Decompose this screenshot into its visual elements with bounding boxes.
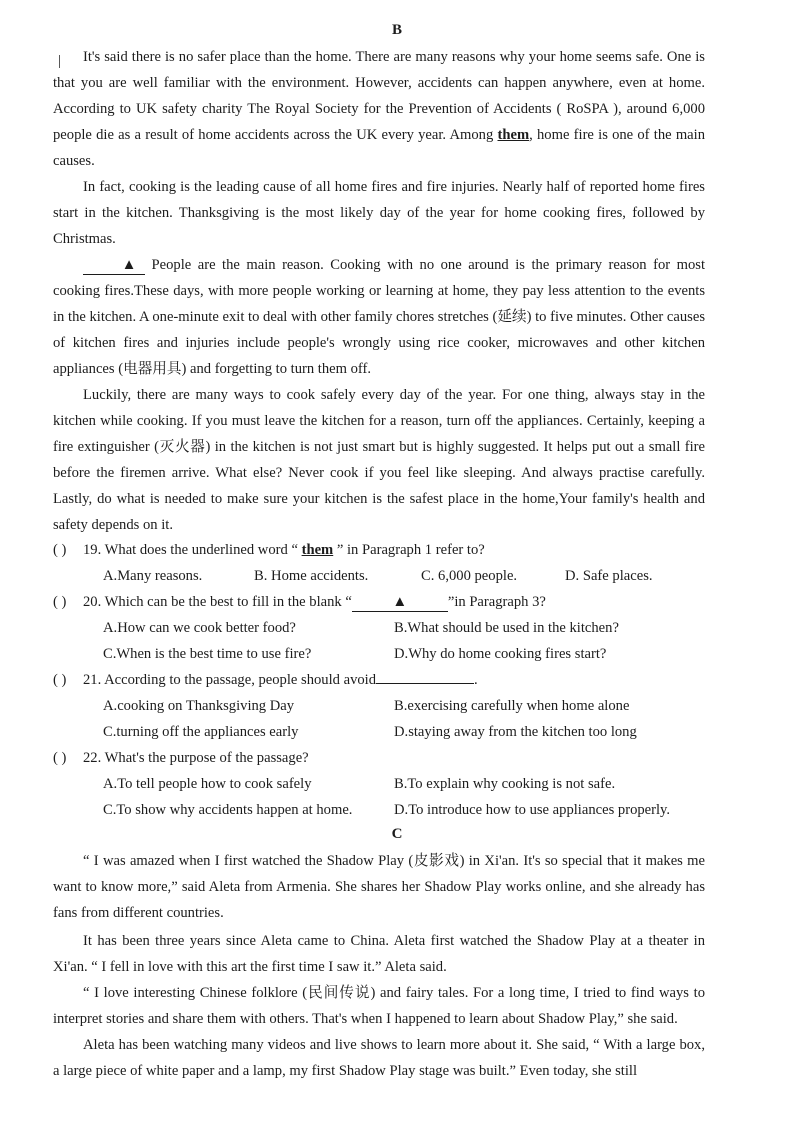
underlined-word-them: them bbox=[497, 127, 530, 143]
section-c-title: C bbox=[391, 826, 403, 842]
question-21-option-c[interactable]: C.turning off the appliances early bbox=[103, 724, 299, 740]
question-20-option-c[interactable]: C.When is the best time to use fire? bbox=[103, 646, 312, 662]
section-c-paragraph-1: “ I was amazed when I first watched the Shadow Play (皮影戏) in Xi'an. It's so special that it makes me want to know more,” said Aleta from Armenia. She shares her Shadow Play works online, and she already has fans from different countries. bbox=[53, 853, 705, 921]
question-20-option-b[interactable]: B.What should be used in the kitchen? bbox=[394, 620, 619, 636]
paragraph-blank bbox=[83, 256, 145, 275]
question-22-option-a[interactable]: A.To tell people how to cook safely bbox=[103, 776, 312, 792]
section-c-paragraph-4: Aleta has been watching many videos and live shows to learn more about it. She said, “ With a large box, a large piece of white paper and a lamp, my first Shadow Play stage was built.” Even today, she still bbox=[53, 1037, 705, 1079]
answer-paren[interactable]: ( ) bbox=[53, 672, 67, 688]
section-b-paragraph-1: It's said there is no safer place than the home. There are many reasons why your home seems safe. One is that you are well familiar with the environment. However, accidents can happen anywhere, even at home. According to UK safety charity The Royal Society for the Prevention of Accidents ( RoSPA ), around 6,000 people die as a result of home accidents across the UK every year. Among them, home fire is one of the main causes. bbox=[53, 49, 705, 169]
section-b-paragraph-4: Luckily, there are many ways to cook safely every day of the year. For one thing, always stay in the kitchen while cooking. If you must leave the kitchen for a reason, turn off the appliances. Certainly, keeping a fire extinguisher (灭火器) in the kitchen is not just smart but is highly suggested. It helps put out a small fire before the firemen arrive. What else? Never cook if you feel like sleeping. And always practise carefully. Lastly, do what is needed to make sure your kitchen is the safest place in the home,Your family's health and safety depends on it. bbox=[53, 387, 705, 533]
question-22-option-c[interactable]: C.To show why accidents happen at home. bbox=[103, 802, 353, 818]
question-19-stem: ( ) 19. What does the underlined word “ them ” in Paragraph 1 refer to? bbox=[53, 537, 485, 563]
question-21-option-a[interactable]: A.cooking on Thanksgiving Day bbox=[103, 698, 295, 714]
question-21-option-b[interactable]: B.exercising carefully when home alone bbox=[394, 698, 630, 714]
section-b-paragraph-2: In fact, cooking is the leading cause of all home fires and fire injuries. Nearly half of reported home fires start in the kitchen. Thanksgiving is the most likely day of the year for home cooking fires, followed by Christmas. bbox=[53, 179, 705, 247]
question-21-option-d[interactable]: D.staying away from the kitchen too long bbox=[394, 724, 637, 740]
triangle-icon: ▲ bbox=[392, 594, 408, 610]
triangle-icon: ▲ bbox=[121, 257, 137, 273]
question-20-stem: ( ) 20. Which can be the best to fill in the blank “ ▲ ”in Paragraph 3? bbox=[53, 589, 546, 615]
section-c-paragraph-2: It has been three years since Aleta came to China. Aleta first watched the Shadow Play at a theater in Xi'an. “ I fell in love with this art the first time I saw it.” Aleta said. bbox=[53, 933, 705, 975]
section-b-title: B bbox=[391, 22, 402, 38]
margin-mark: | bbox=[58, 53, 62, 69]
question-22-stem: ( ) 22. What's the purpose of the passage? bbox=[53, 745, 309, 771]
answer-paren[interactable]: ( ) bbox=[53, 542, 67, 558]
section-b-paragraph-3: ▲ People are the main reason. Cooking with no one around is the primary reason for most cooking fires.These days, with more people working or learning at home, they pay less attention to the events in the kitchen. A one-minute exit to deal with other family chores stretches (延续) to five minutes. Other causes of kitchen fires and injuries include people's wrongly using rice cooker, microwaves and other kitchen appliances (电器用具) and forgetting to turn them off. bbox=[53, 257, 705, 377]
question-19-option-d[interactable]: D. Safe places. bbox=[565, 568, 653, 584]
question-22-option-b[interactable]: B.To explain why cooking is not safe. bbox=[394, 776, 616, 792]
answer-blank[interactable] bbox=[376, 683, 474, 684]
section-c-paragraph-3: “ I love interesting Chinese folklore (民间传说) and fairy tales. For a long time, I tried to find ways to interpret stories and share them with others. That's when I happened to learn about Shadow Play,” she said. bbox=[53, 985, 705, 1027]
question-19-option-a[interactable]: A.Many reasons. bbox=[103, 568, 203, 584]
question-19-option-b[interactable]: B. Home accidents. bbox=[254, 568, 369, 584]
question-blank bbox=[352, 593, 448, 612]
question-20-option-d[interactable]: D.Why do home cooking fires start? bbox=[394, 646, 607, 662]
answer-paren[interactable]: ( ) bbox=[53, 594, 67, 610]
answer-paren[interactable]: ( ) bbox=[53, 750, 67, 766]
question-19-option-c[interactable]: C. 6,000 people. bbox=[421, 568, 518, 584]
question-20-option-a[interactable]: A.How can we cook better food? bbox=[103, 620, 296, 636]
question-22-option-d[interactable]: D.To introduce how to use appliances properly. bbox=[394, 802, 671, 818]
question-21-stem: ( ) 21. According to the passage, people should avoid . bbox=[53, 667, 478, 693]
